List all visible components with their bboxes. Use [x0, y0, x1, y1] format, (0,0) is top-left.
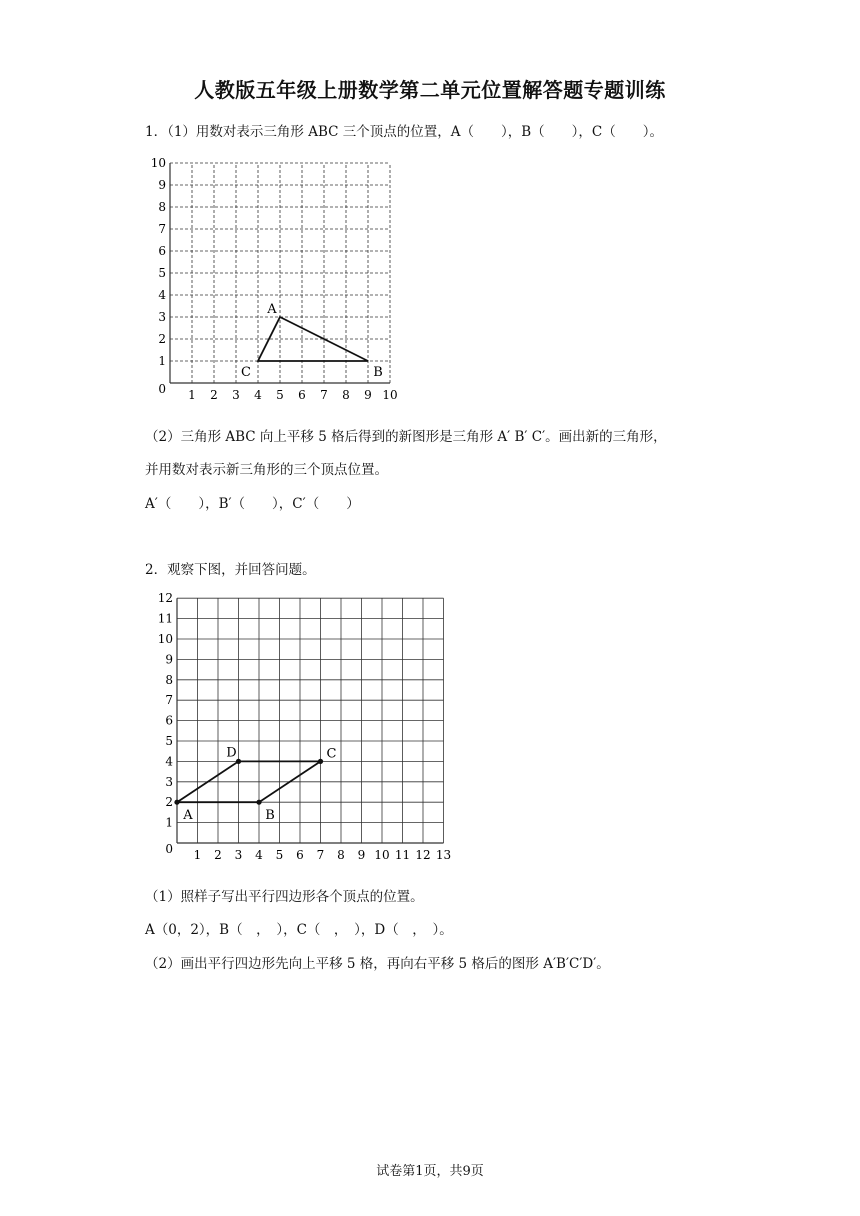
x-tick-label: 4 [255, 848, 263, 862]
y-tick-label: 10 [150, 156, 166, 170]
y-tick-label: 7 [165, 693, 173, 708]
y-tick-label: 12 [157, 591, 173, 606]
y-tick-label: 9 [158, 178, 166, 192]
x-tick-label: 2 [214, 848, 222, 862]
y-tick-label: 9 [165, 652, 173, 667]
y-tick-label: 1 [165, 815, 173, 830]
q2-intro-text: 2．观察下图，并回答问题。 [145, 562, 316, 578]
x-tick-label: 1 [193, 848, 202, 862]
y-tick-label: 6 [165, 713, 173, 728]
x-tick-label: 6 [298, 388, 306, 402]
x-tick-label: 3 [232, 388, 240, 402]
x-tick-label: 4 [254, 388, 262, 402]
vertex-dot [318, 759, 323, 764]
vertex-label: A [267, 302, 277, 317]
x-tick-label: 6 [296, 848, 304, 862]
q2-part2-text: （2）画出平行四边形先向上平移 5 格，再向右平移 5 格后的图形 A′B′C′D′。 [145, 956, 610, 972]
x-tick-label: 10 [382, 388, 398, 402]
q1-part2-line1: （2）三角形 ABC 向上平移 5 格后得到的新图形是三角形 A′ B′ C′。画出新的三角形， [145, 429, 667, 445]
vertex-dot [174, 800, 179, 805]
q1-part2-answer: A′（ ），B′（ ），C′（ ） [145, 496, 360, 512]
y-tick-label: 8 [158, 200, 166, 214]
x-tick-label: 2 [210, 388, 218, 402]
vertex-label: C [241, 365, 251, 380]
page-title: 人教版五年级上册数学第二单元位置解答题专题训练 [194, 78, 666, 102]
y-tick-label: 0 [158, 382, 166, 396]
y-tick-label: 7 [158, 222, 166, 236]
y-tick-label: 3 [158, 310, 166, 324]
y-tick-label: 4 [158, 288, 166, 302]
vertex-label: B [373, 365, 383, 380]
y-tick-label: 10 [157, 632, 173, 646]
y-tick-label: 5 [158, 266, 166, 280]
x-tick-label: 13 [435, 848, 452, 862]
x-tick-label: 5 [276, 388, 284, 402]
q2-part1-text: （1）照样子写出平行四边形各个顶点的位置。 [145, 889, 424, 905]
y-tick-label: 8 [165, 672, 173, 687]
x-tick-label: 8 [342, 388, 350, 402]
x-tick-label: 12 [415, 848, 431, 862]
y-tick-label: 2 [158, 332, 166, 346]
x-tick-label: 10 [374, 848, 390, 862]
x-tick-label: 5 [275, 848, 284, 862]
vertex-label: A [183, 808, 193, 824]
q1-grid-svg [140, 150, 410, 410]
q1-part1-text: 1．（1）用数对表示三角形 ABC 三个顶点的位置，A（ ），B（ ），C（ ）。 [145, 124, 664, 140]
vertex-label: D [226, 745, 237, 761]
y-tick-label: 2 [165, 795, 173, 810]
x-tick-label: 8 [337, 848, 345, 862]
q1-grid [140, 150, 410, 414]
y-tick-label: 3 [165, 774, 173, 789]
q2-grid-svg [140, 588, 460, 868]
x-tick-label: 7 [320, 388, 328, 402]
q2-grid [140, 588, 460, 872]
vertex-label: B [265, 808, 275, 824]
x-tick-label: 9 [364, 388, 372, 402]
x-tick-label: 11 [394, 848, 411, 862]
y-tick-label: 0 [165, 842, 173, 856]
y-tick-label: 11 [157, 611, 173, 626]
x-tick-label: 7 [316, 848, 325, 862]
x-tick-label: 1 [188, 388, 196, 402]
q2-part1-answer: A（0，2），B（ ， ），C（ ， ），D（ ， ）。 [145, 922, 453, 938]
x-tick-label: 9 [357, 848, 366, 862]
y-tick-label: 4 [165, 754, 173, 769]
q1-part2-line2: 并用数对表示新三角形的三个顶点位置。 [145, 462, 388, 478]
vertex-label: C [326, 746, 337, 762]
y-tick-label: 6 [158, 244, 166, 258]
y-tick-label: 1 [158, 354, 166, 368]
vertex-dot [256, 800, 261, 805]
page-footer: 试卷第1页，共9页 [376, 1164, 484, 1179]
y-tick-label: 5 [165, 734, 173, 748]
x-tick-label: 3 [234, 848, 243, 862]
